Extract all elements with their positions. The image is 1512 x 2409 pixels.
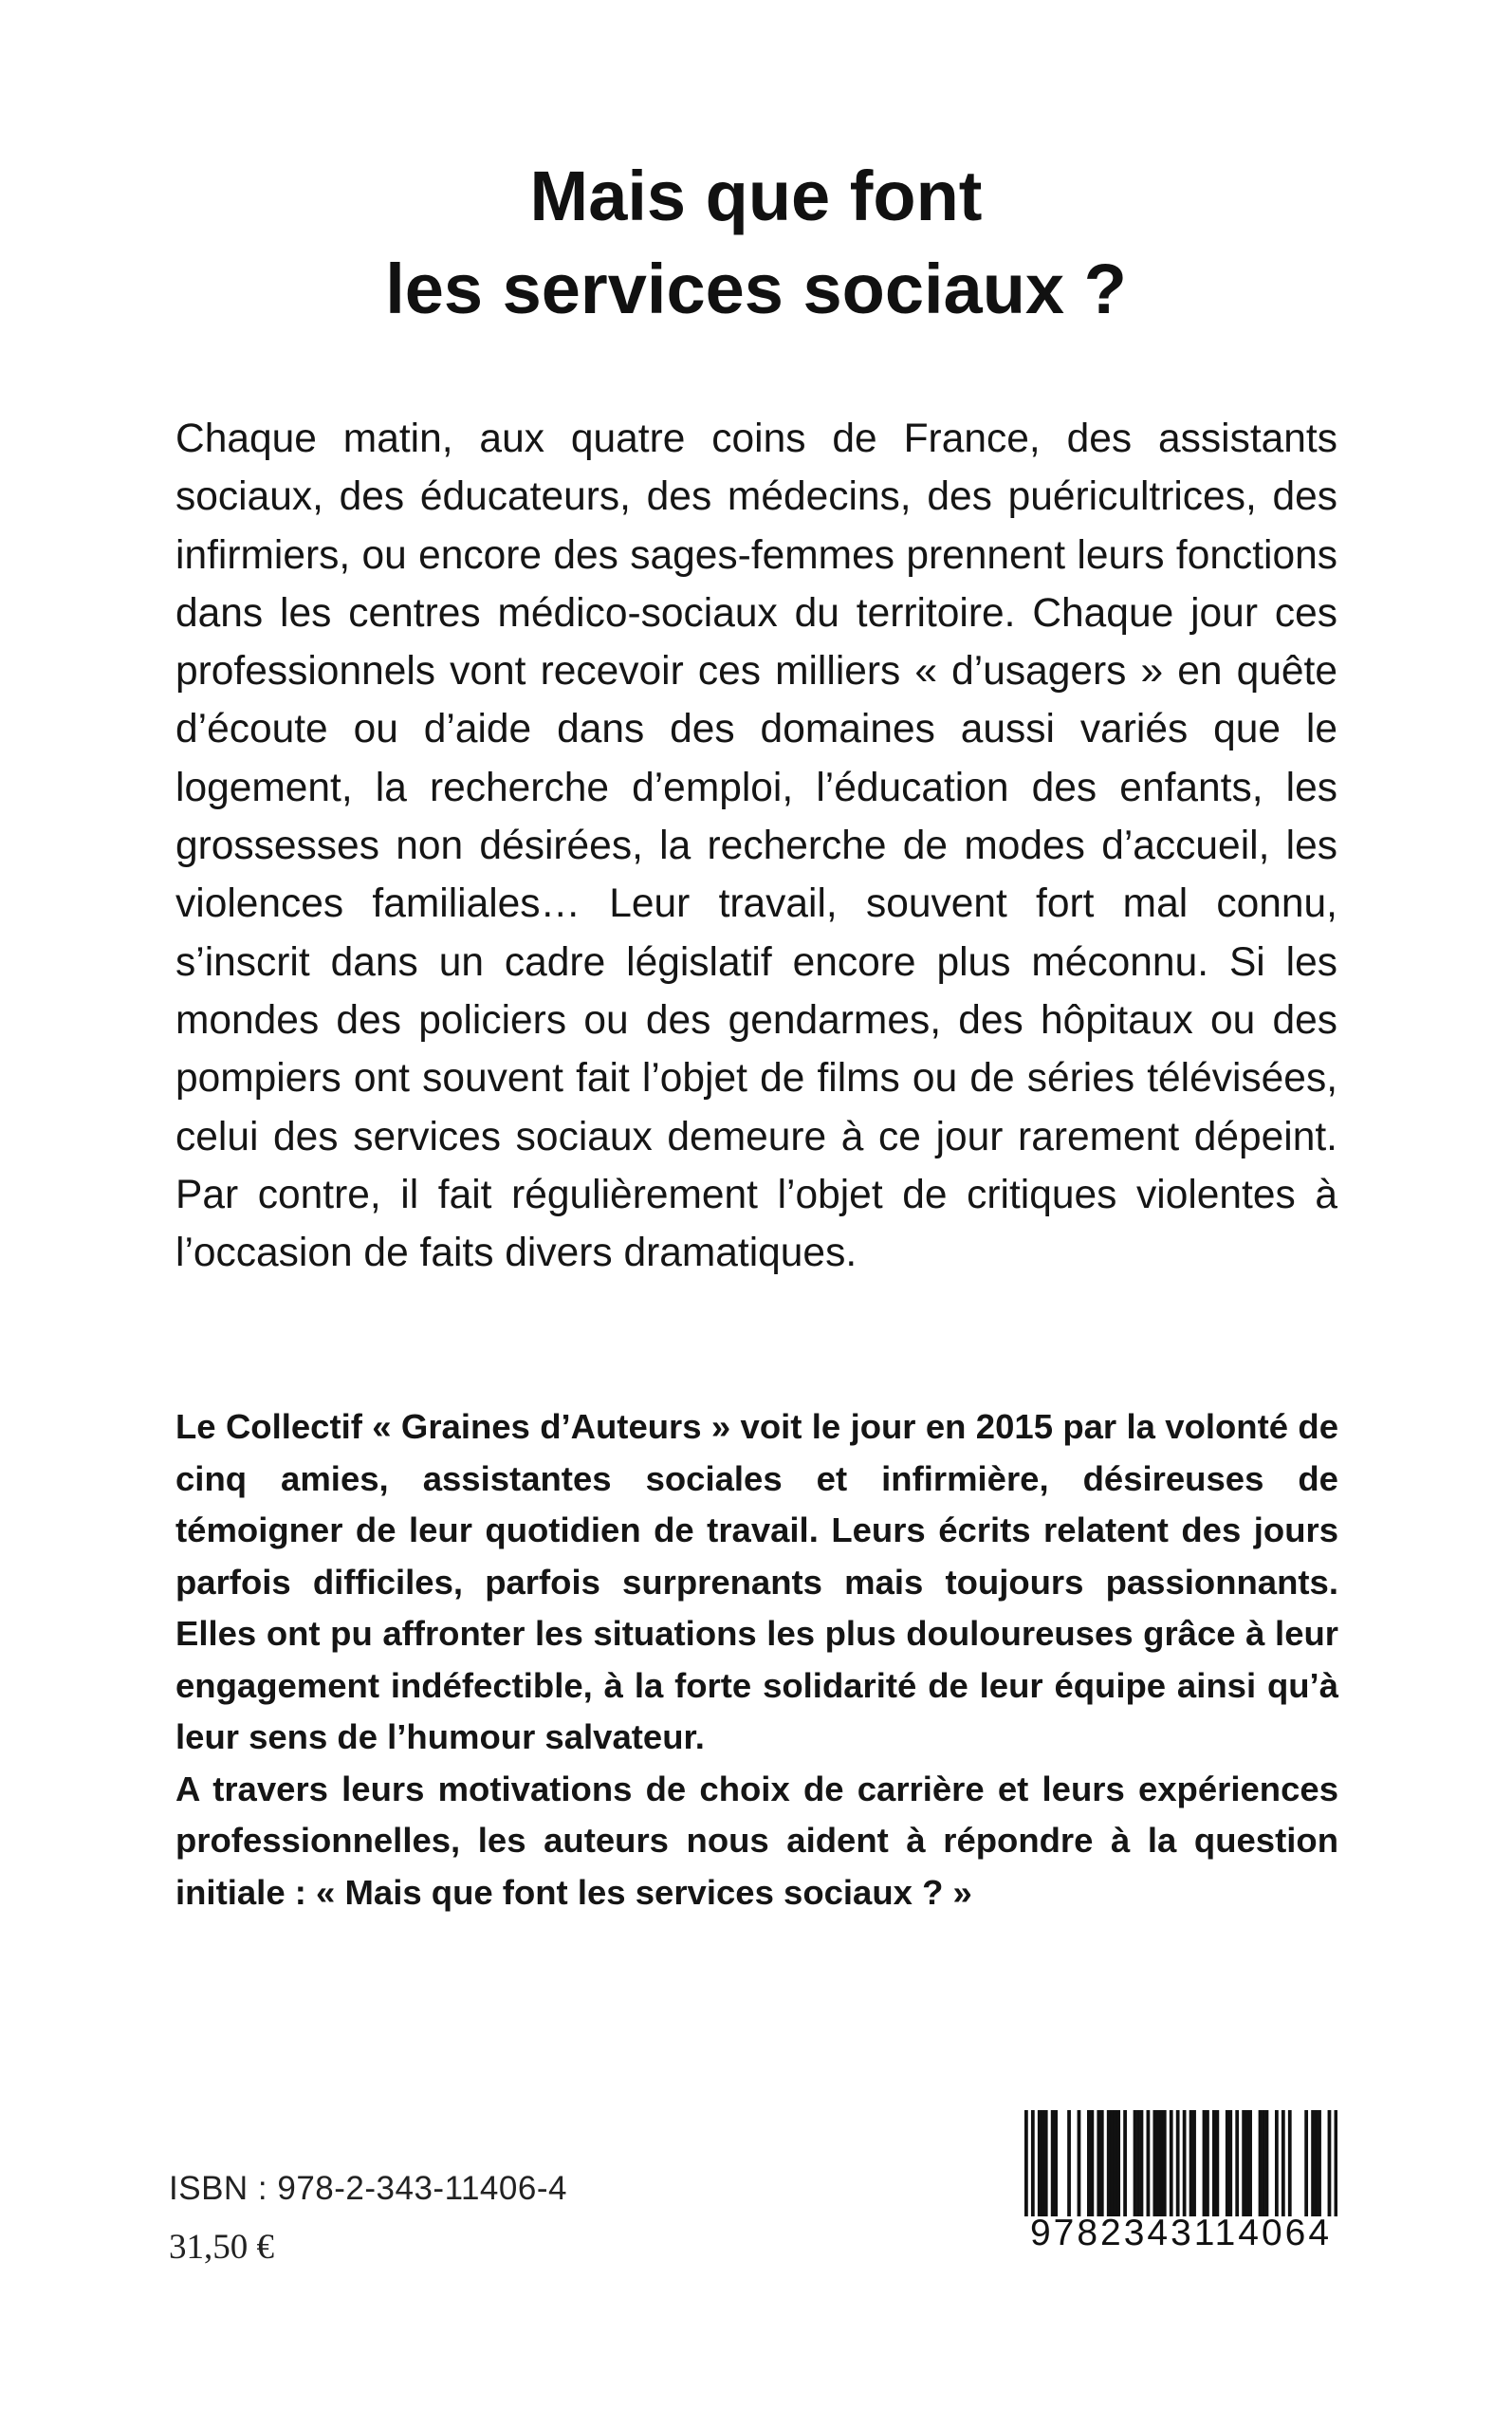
book-title-line-1: Mais que font <box>529 157 983 235</box>
barcode-bar <box>1282 2110 1285 2216</box>
barcode-bar <box>1288 2110 1292 2216</box>
barcode-bar <box>1335 2110 1337 2216</box>
barcode-bar <box>1163 2110 1167 2216</box>
barcode-bar <box>1275 2110 1279 2216</box>
price-label: 31,50 € <box>169 2228 274 2267</box>
barcode-bar <box>1304 2110 1308 2216</box>
barcode-bar <box>1259 2110 1263 2216</box>
barcode-bar <box>1248 2110 1252 2216</box>
barcode-bar <box>1090 2110 1094 2216</box>
barcode-bar <box>1123 2110 1127 2216</box>
summary-paragraph: Chaque matin, aux quatre coins de France, des assistants sociaux, des éducateurs, des médecins, des puéricultrices, des infirmiers, ou encore des sages-femmes prennent leurs fonctions dans les centres médico-sociaux du territoire. Chaque jour ces professionnels vont recevoir ces milliers « d’usagers » en quête d’écoute ou d’aide dans des domaines aussi variés que le logement, la recherche d’emploi, l’éducation des enfants, les grossesses non désirées, la recherche de modes d’accueil, les violences familiales… Leur travail, souvent fort mal connu, s’inscrit dans un cadre législatif encore plus méconnu. Si les mondes des policiers ou des gendarmes, des hôpitaux ou des pompiers ont souvent fait l’objet de films ou de séries télévisées, celui des services sociaux demeure à ce jour rarement dépeint. Par contre, il fait régulièrement l’objet de critiques violentes à l’occasion de faits divers dramatiques. <box>175 417 1337 1276</box>
barcode-bar <box>1183 2110 1187 2216</box>
barcode-bar <box>1206 2110 1209 2216</box>
barcode-bar <box>1051 2110 1055 2216</box>
barcode-bar <box>1170 2110 1173 2216</box>
barcode-bars <box>1024 2110 1337 2216</box>
barcode-bar <box>1067 2110 1071 2216</box>
barcode-bar <box>1044 2110 1048 2216</box>
barcode-bar <box>1328 2110 1332 2216</box>
barcode-bar <box>1318 2110 1321 2216</box>
barcode-bar <box>1140 2110 1144 2216</box>
barcode-bar <box>1116 2110 1120 2216</box>
barcode-bar <box>1078 2110 1081 2216</box>
barcode-bar <box>1311 2110 1315 2216</box>
barcode-bar <box>1262 2110 1265 2216</box>
barcode-bar <box>1192 2110 1196 2216</box>
barcode-bar <box>1315 2110 1318 2216</box>
barcode-bar <box>1147 2110 1151 2216</box>
barcode-bar <box>1024 2110 1028 2216</box>
barcode-bar <box>1159 2110 1163 2216</box>
about-authors-paragraph-1: Le Collectif « Graines d’Auteurs » voit le jour en 2015 par la volonté de cinq amies, assistantes sociales et infirmière, désireuses de témoigner de leur quotidien de travail. Leurs écrits relatent des jours parfois difficiles, parfois surprenants mais toujours passionnants. Elles ont pu affronter les situations les plus douloureuses grâce à leur engagement indéfectible, à la forte solidarité de leur équipe ainsi qu’à leur sens de l’humour salvateur. <box>175 1407 1338 1756</box>
book-title-line-2: les services sociaux ? <box>385 250 1127 328</box>
barcode-bar <box>1031 2110 1035 2216</box>
barcode-bar <box>1226 2110 1229 2216</box>
about-authors-paragraph-2: A travers leurs motivations de choix de carrière et leurs expériences professionnelles, les auteurs nous aident à répondre à la question initiale : « Mais que font les services sociaux ? » <box>175 1769 1338 1912</box>
barcode-bar <box>1136 2110 1140 2216</box>
book-title <box>0 150 1512 336</box>
barcode-digits: 9782343114064 <box>1029 2213 1333 2253</box>
barcode-bar <box>1054 2110 1058 2216</box>
barcode-bar <box>1038 2110 1042 2216</box>
barcode-bar <box>1087 2110 1091 2216</box>
barcode-bar <box>1097 2110 1100 2216</box>
about-authors <box>175 1401 1338 1918</box>
barcode-bar <box>1041 2110 1044 2216</box>
barcode-bar <box>1203 2110 1207 2216</box>
barcode-bar <box>1156 2110 1160 2216</box>
barcode-bar <box>1265 2110 1269 2216</box>
barcode-bar <box>1242 2110 1245 2216</box>
barcode-bar <box>1110 2110 1114 2216</box>
isbn-label: ISBN : 978-2-343-11406-4 <box>169 2170 567 2207</box>
barcode-bar <box>1245 2110 1249 2216</box>
barcode-bar <box>1215 2110 1219 2216</box>
barcode-bar <box>1152 2110 1156 2216</box>
barcode-bar <box>1107 2110 1111 2216</box>
barcode-bar <box>1134 2110 1137 2216</box>
barcode-bar <box>1235 2110 1239 2216</box>
barcode-bar <box>1100 2110 1104 2216</box>
barcode-bar <box>1176 2110 1180 2216</box>
barcode-bar <box>1189 2110 1193 2216</box>
barcode-bar <box>1228 2110 1232 2216</box>
barcode-bar <box>1114 2110 1117 2216</box>
barcode-bar <box>1212 2110 1216 2216</box>
